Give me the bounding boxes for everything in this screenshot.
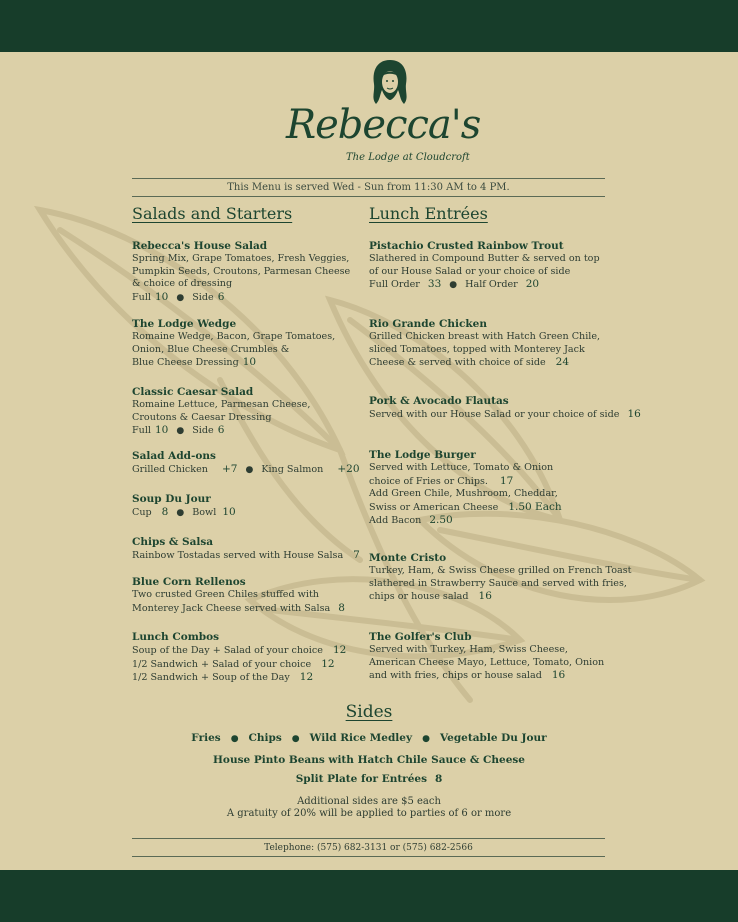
menu-item: Rebecca's House Salad Spring Mix, Grape Tomatoes, Fresh Veggies, Pumpkin Seeds, Croutons, Parmesan Cheese & choice of dressing Full 10 ● Side 6	[132, 240, 364, 304]
bottom-band	[0, 870, 738, 922]
menu-item: Pistachio Crusted Rainbow Trout Slathered in Compound Butter & served on top of our House Salad or your choice of side Full Order 33 ● Half Order 20	[369, 240, 619, 292]
section-title-entrees: Lunch Entrées	[369, 204, 488, 223]
item-name: The Golfer's Club	[369, 631, 472, 643]
item-name: Rebecca's House Salad	[132, 240, 268, 252]
divider	[132, 838, 605, 839]
divider	[132, 856, 605, 857]
sides-row: House Pinto Beans with Hatch Chile Sauce & Cheese	[213, 754, 525, 766]
hours-notice: This Menu is served Wed - Sun from 11:30 AM to 4 PM.	[227, 182, 510, 193]
price-line: Full 10 ● Side 6	[132, 424, 225, 436]
section-title-sides: Sides	[345, 702, 393, 722]
brand-name: Rebecca's	[286, 102, 481, 148]
item-name: The Lodge Burger	[369, 449, 476, 461]
item-name: Lunch Combos	[132, 631, 220, 643]
divider	[132, 196, 605, 197]
entrees-column	[369, 200, 641, 681]
price-line: Cup 8 ● Bowl 10	[132, 506, 236, 518]
sides-row: Fries ● Chips ● Wild Rice Medley ● Vegetable Du Jour	[191, 732, 547, 744]
menu-item: Rio Grande Chicken Grilled Chicken breast with Hatch Green Chile, sliced Tomatoes, topped with Monterey Jack Cheese & served with choice of side 24	[369, 318, 619, 370]
divider	[132, 178, 605, 179]
menu-item: Chips & Salsa Rainbow Tostadas served with House Salsa 7	[132, 536, 364, 563]
item-name: Soup Du Jour	[132, 493, 211, 505]
item-name: Classic Caesar Salad	[132, 386, 254, 398]
portrait-icon	[368, 58, 412, 108]
sides-row: Split Plate for Entrées 8	[295, 773, 443, 785]
phone-number: Telephone: (575) 682-3131 or (575) 682-2566	[264, 843, 473, 853]
logo	[280, 58, 481, 168]
menu-item: Lunch Combos Soup of the Day + Salad of your choice 12 1/2 Sandwich + Salad of your choice 12 1/2 Sandwich + Soup of the Day 12	[132, 631, 364, 685]
item-name: Blue Corn Rellenos	[132, 576, 246, 588]
gratuity-note: A gratuity of 20% will be applied to parties of 6 or more	[226, 808, 512, 819]
brand-subtitle: The Lodge at Cloudcroft	[346, 152, 470, 163]
item-name: Chips & Salsa	[132, 536, 214, 548]
price-line: Full 10 ● Side 6	[132, 290, 225, 303]
menu-item: Classic Caesar Salad Romaine Lettuce, Parmesan Cheese, Croutons & Caesar Dressing Full 10 ● Side 6	[132, 386, 364, 438]
section-title-salads: Salads and Starters	[132, 204, 293, 223]
menu-item: The Lodge Burger Served with Lettuce, Tomato & Onion choice of Fries or Chips. 17 Add Green Chile, Mushroom, Cheddar, Swiss or American Cheese 1.50 Each Add Bacon 2.50	[369, 449, 619, 528]
menu-item: Monte Cristo Turkey, Ham, & Swiss Cheese grilled on French Toast slathered in Strawberry Sauce and served with fries, chips or house salad 16	[369, 552, 632, 602]
item-name: Salad Add-ons	[132, 450, 216, 462]
item-name: Monte Cristo	[369, 552, 447, 564]
item-name: The Lodge Wedge	[132, 318, 237, 330]
item-name: Pistachio Crusted Rainbow Trout	[369, 240, 564, 252]
top-band	[0, 0, 738, 52]
item-name: Rio Grande Chicken	[369, 318, 487, 330]
menu-item: The Golfer's Club Served with Turkey, Ham, Swiss Cheese, American Cheese Mayo, Lettuce, Tomato, Onion and with fries, chips or house salad 16	[369, 631, 619, 683]
menu-item	[132, 450, 364, 477]
price-line: Grilled Chicken +7 ● King Salmon +20	[132, 463, 360, 475]
menu-item: Pork & Avocado Flautas Served with our House Salad or your choice of side 16	[369, 395, 641, 420]
item-name: Pork & Avocado Flautas	[369, 395, 509, 407]
menu-item: Blue Corn Rellenos Two crusted Green Chiles stuffed with Monterey Jack Cheese served with Salsa 8	[132, 576, 364, 615]
salads-column	[132, 200, 364, 683]
sides-note: Additional sides are $5 each	[297, 796, 441, 807]
menu-item	[132, 493, 364, 520]
menu-item: The Lodge Wedge Romaine Wedge, Bacon, Grape Tomatoes, Onion, Blue Cheese Crumbles & Blue Cheese Dressing 10	[132, 318, 364, 370]
price-line: Full Order 33 ● Half Order 20	[369, 278, 540, 290]
